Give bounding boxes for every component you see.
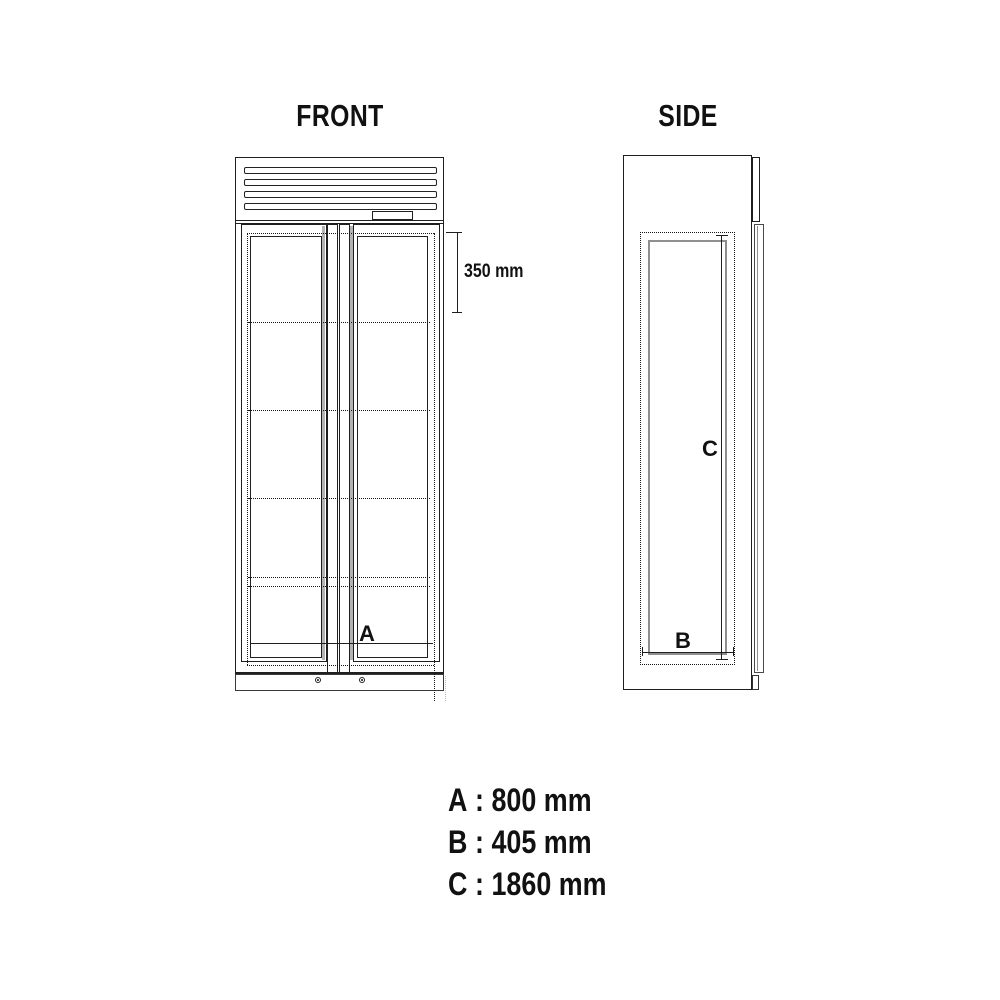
interior-outline-left — [247, 233, 248, 665]
shelf-line — [248, 410, 430, 411]
legend-row-c — [448, 863, 607, 905]
legend-row-b — [448, 821, 607, 863]
dimension-c-tick-bottom — [716, 659, 728, 660]
side-door-profile — [754, 224, 765, 673]
legend-c-separator: : — [474, 866, 484, 902]
grille-slat — [244, 167, 437, 175]
side-grille-edge — [752, 157, 761, 222]
grille-slat — [244, 203, 437, 211]
left-door-frame-accent — [322, 226, 325, 660]
right-door-handle — [339, 224, 350, 674]
legend-a-key: A — [448, 782, 468, 818]
dimension-legend — [448, 779, 607, 905]
legend-c-key: C — [448, 866, 468, 902]
left-door-glass — [250, 236, 322, 658]
dimension-c-tick-top — [716, 235, 728, 236]
dimension-350-line — [457, 232, 458, 312]
side-view-title: SIDE — [658, 98, 718, 133]
grille-slat — [244, 191, 437, 199]
legend-c-value: 1860 mm — [491, 866, 607, 902]
dimension-b-label: B — [675, 628, 691, 653]
grille-separator-line — [235, 220, 444, 221]
side-base-edge — [752, 675, 760, 691]
right-door-glass — [357, 236, 428, 658]
dimension-a-tick — [250, 639, 251, 648]
legend-b-value: 405 mm — [491, 824, 592, 860]
interior-outline-top — [247, 233, 434, 234]
right-door-frame-accent — [350, 226, 353, 660]
dimension-a-line — [250, 643, 433, 644]
extension-line — [445, 676, 446, 701]
dimension-350-tick-bottom — [452, 312, 462, 313]
shelf-line — [248, 322, 430, 323]
legend-b-separator: : — [474, 824, 484, 860]
interior-outline-right — [434, 233, 435, 701]
dimension-a-label: A — [359, 621, 375, 646]
legend-a-separator: : — [474, 782, 484, 818]
screw — [359, 677, 365, 683]
door-sill-line — [235, 672, 444, 673]
model-badge — [372, 211, 413, 221]
legend-a-value: 800 mm — [491, 782, 592, 818]
dimension-c-line — [721, 235, 722, 659]
shelf-line — [248, 498, 430, 499]
side-door-inner-line — [757, 226, 758, 671]
legend-row-a — [448, 779, 607, 821]
dimension-b-tick-left — [642, 647, 643, 656]
interior-outline-bottom — [247, 665, 434, 666]
dimension-c-label: C — [702, 436, 718, 461]
kick-plate — [235, 674, 444, 691]
dimension-b-tick-right — [733, 647, 734, 656]
front-view-title: FRONT — [296, 98, 384, 133]
shelf-line — [248, 586, 430, 587]
grille-slat — [244, 179, 437, 187]
legend-b-key: B — [448, 824, 468, 860]
dimension-350-label: 350 mm — [464, 261, 524, 282]
screw — [315, 677, 321, 683]
shelf-line — [248, 577, 430, 578]
dimension-350-tick-top — [452, 232, 462, 233]
left-door-handle — [327, 224, 338, 674]
